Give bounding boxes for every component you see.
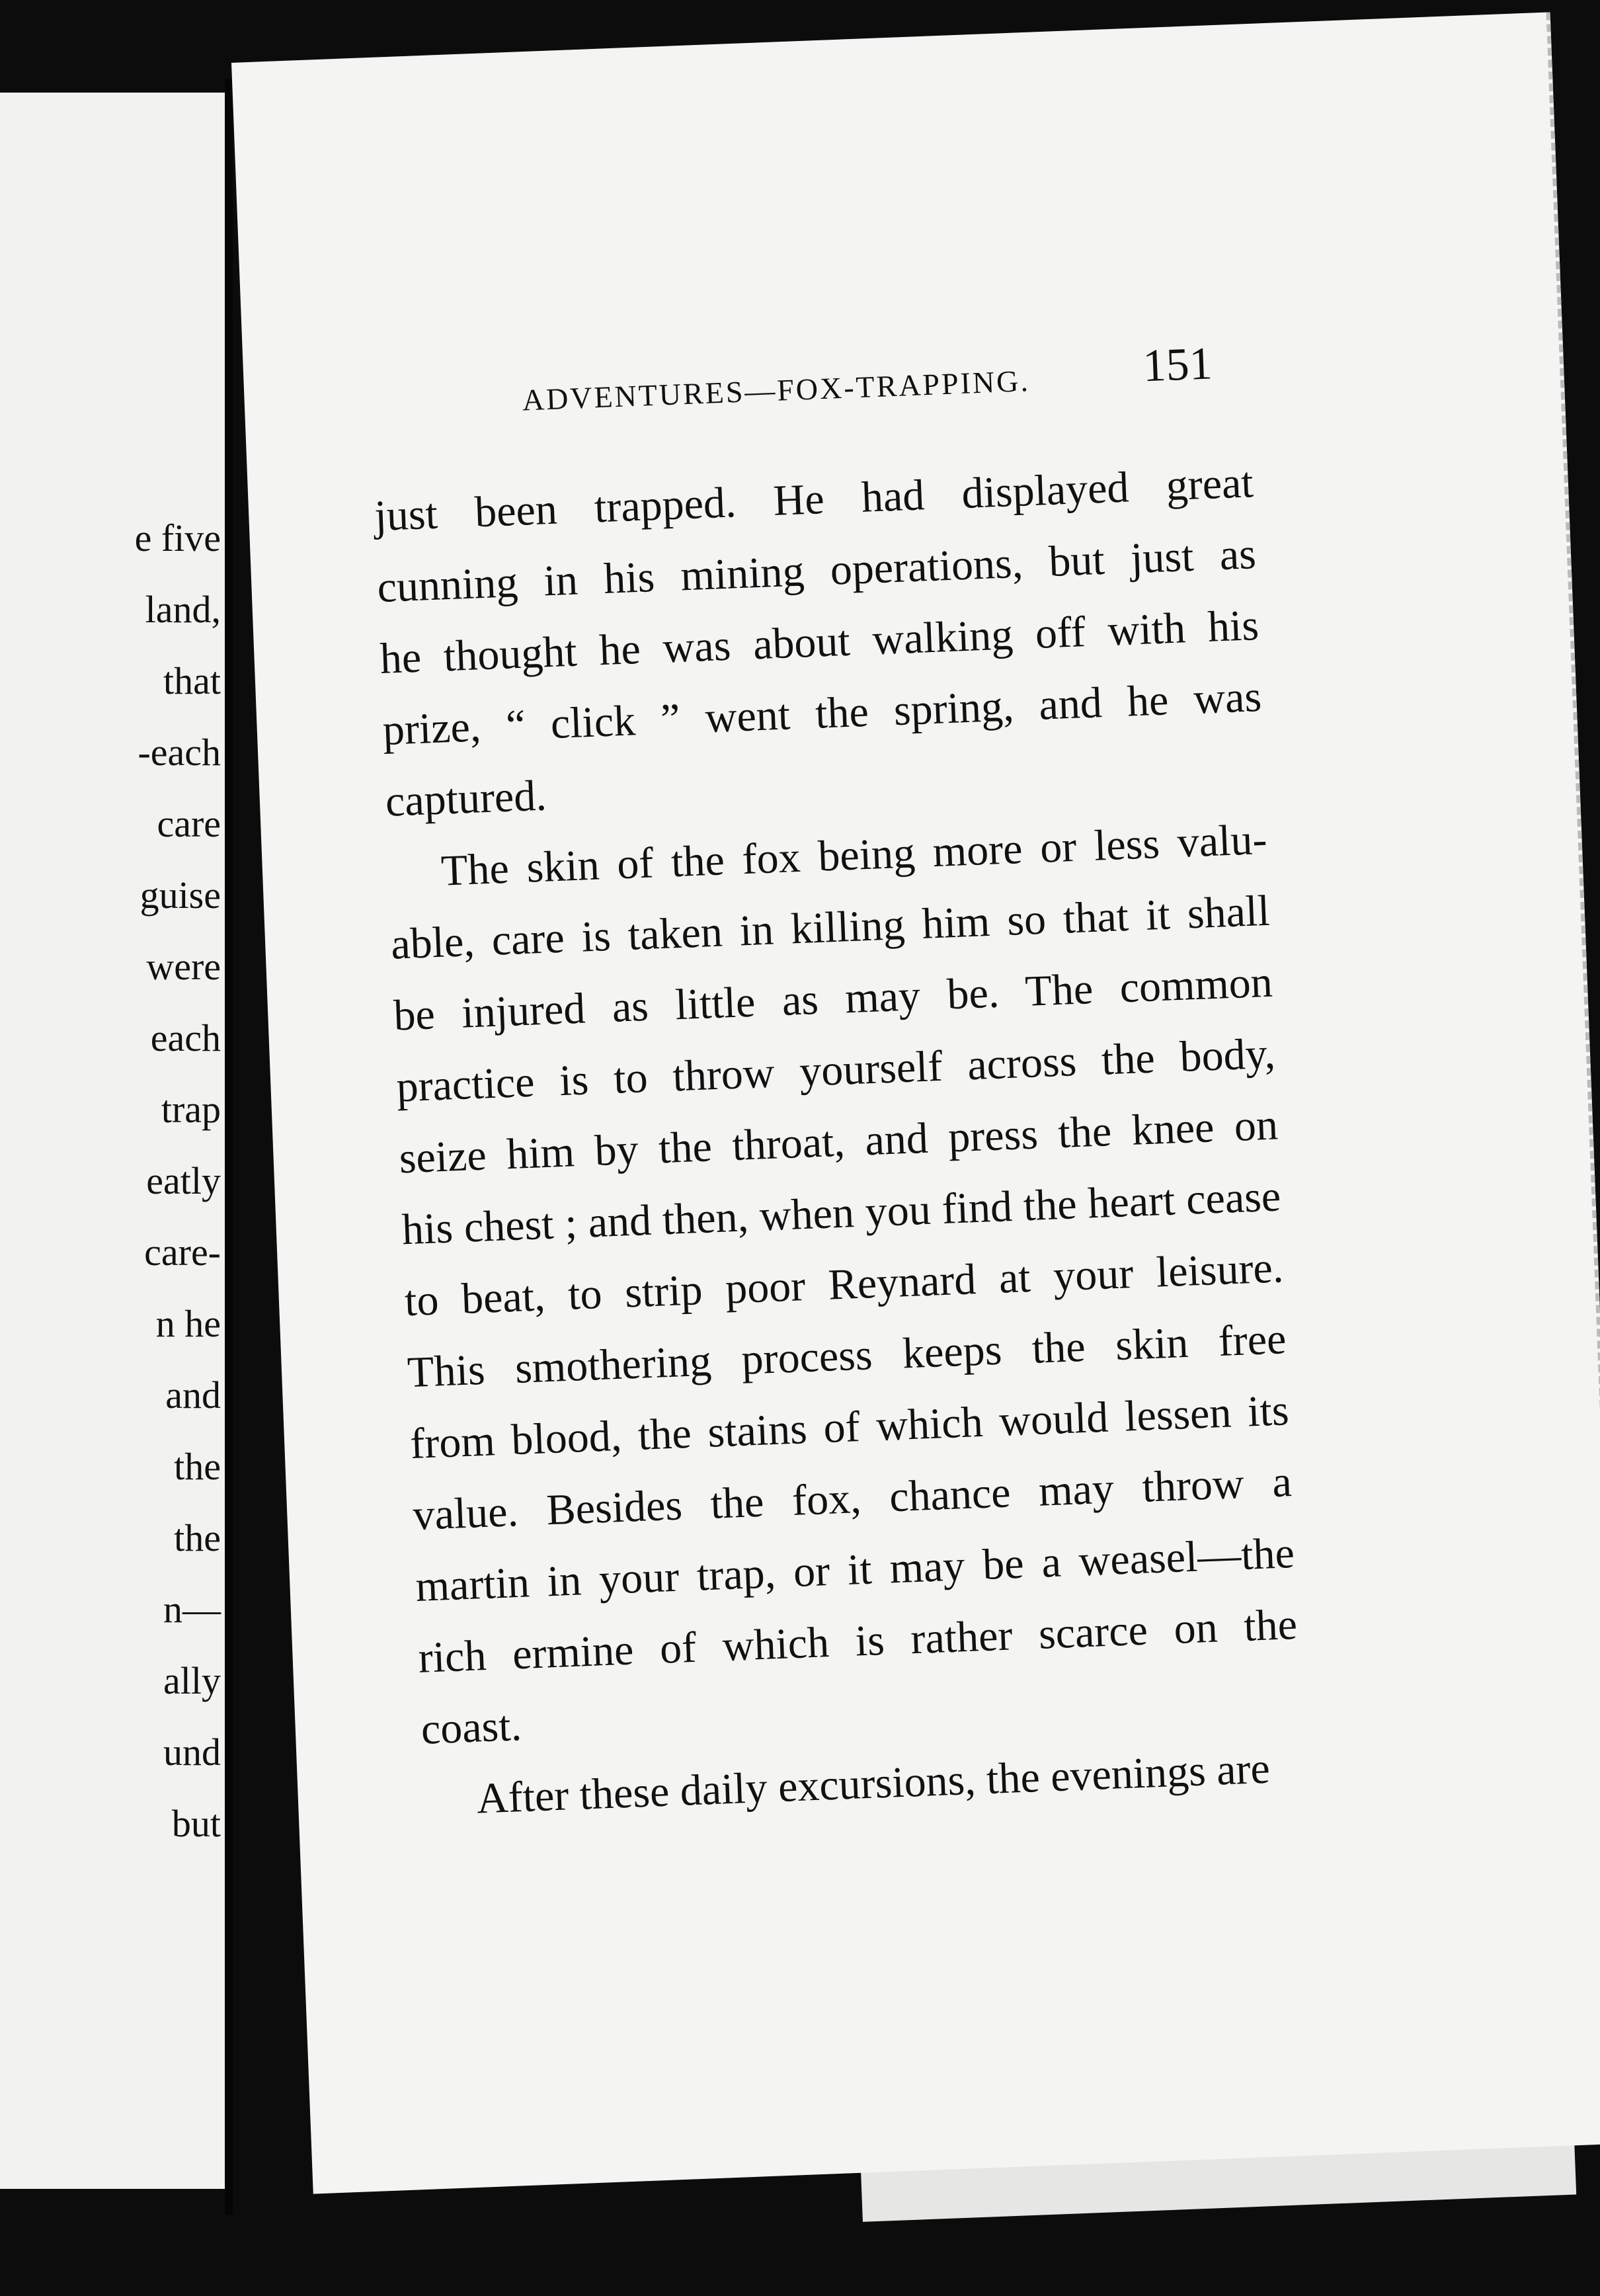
left-page-line: were bbox=[146, 945, 221, 988]
left-page-line: care- bbox=[144, 1231, 221, 1274]
left-page-line: that bbox=[163, 659, 221, 702]
left-page-line: eatly bbox=[146, 1159, 221, 1202]
text-line: from blood, the stains of which would lessen its bbox=[409, 1386, 1290, 1469]
text-line: coast. bbox=[420, 1702, 523, 1754]
left-page-line: guise bbox=[140, 874, 221, 917]
text-line: his chest ; and then, when you find the heart cease bbox=[401, 1172, 1282, 1254]
text-line: prize, “ click ” went the spring, and he was bbox=[381, 672, 1263, 755]
text-line: martin in your trap, or it may be a weasel—the bbox=[415, 1528, 1296, 1611]
left-page-line: each bbox=[150, 1016, 221, 1059]
paragraph-first-line: After these daily excursions, the evenings are bbox=[475, 1744, 1271, 1823]
right-page bbox=[231, 12, 1600, 2194]
text-line: value. Besides the fox, chance may throw a bbox=[412, 1457, 1293, 1540]
text-line: he thought he was about walking off with his bbox=[379, 601, 1260, 684]
left-page-line: n— bbox=[163, 1588, 221, 1631]
text-line: practice is to throw yourself across the body, bbox=[395, 1029, 1277, 1112]
page-number: 151 bbox=[1142, 338, 1214, 392]
book-gutter bbox=[225, 79, 233, 2215]
left-page-line: ally bbox=[163, 1659, 221, 1702]
text-line: able, care is taken in killing him so that it shall bbox=[389, 886, 1271, 969]
text-line: just been trapped. He had displayed great bbox=[374, 458, 1254, 541]
left-page-line: the bbox=[174, 1516, 221, 1559]
text-line: seize him by the throat, and press the knee on bbox=[398, 1100, 1279, 1183]
left-page-line: -each bbox=[138, 731, 221, 774]
text-line: captured. bbox=[384, 771, 547, 826]
body-text bbox=[373, 447, 1304, 1837]
left-page-line: and bbox=[165, 1374, 221, 1416]
text-line: rich ermine of which is rather scarce on the bbox=[417, 1600, 1299, 1682]
running-head: ADVENTURES—FOX-TRAPPING. bbox=[521, 364, 1031, 417]
left-page-line: e five bbox=[134, 516, 221, 559]
text-line: This smothering process keeps the skin free bbox=[406, 1315, 1287, 1397]
left-page bbox=[0, 93, 229, 2189]
left-page-line: trap bbox=[161, 1088, 221, 1131]
left-page-line: but bbox=[171, 1802, 221, 1845]
left-page-line: the bbox=[174, 1445, 221, 1488]
text-line: to beat, to strip poor Reynard at your leisure. bbox=[403, 1243, 1285, 1326]
left-page-line: und bbox=[163, 1731, 221, 1774]
left-page-line: land, bbox=[145, 588, 221, 631]
paragraph-first-line: The skin of the fox being more or less valu- bbox=[440, 815, 1268, 895]
text-line: cunning in his mining operations, but just as bbox=[376, 530, 1258, 612]
text-line: be injured as little as may be. The common bbox=[393, 958, 1273, 1040]
left-page-line: n he bbox=[155, 1302, 221, 1345]
left-page-line: care bbox=[157, 802, 221, 845]
